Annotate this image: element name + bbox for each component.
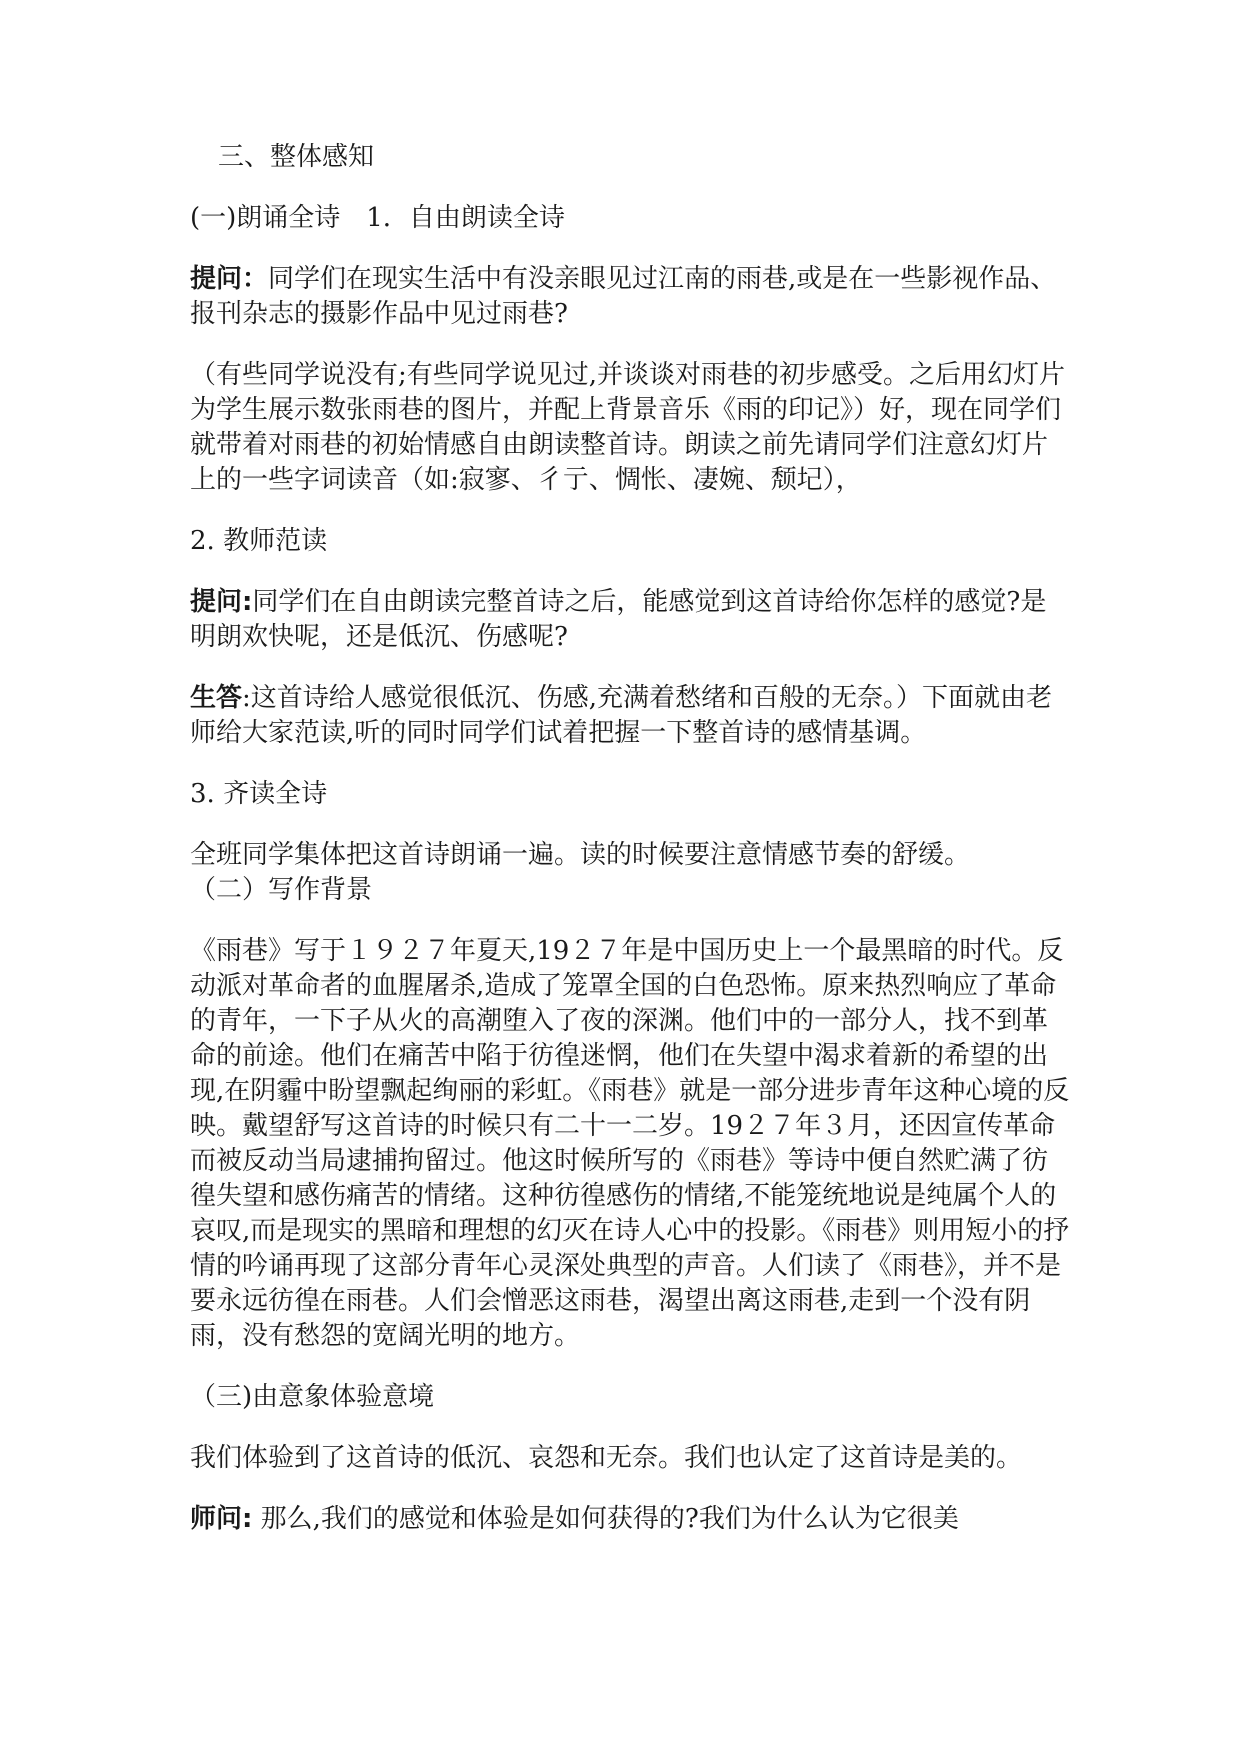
question-label: 师问: (190, 1504, 253, 1534)
background-paragraph: 《雨巷》写于１９２７年夏天,19２７年是中国历史上一个最黑暗的时代。反动派对革命者的血腥屠杀,造成了笼罩全国的白色恐怖。原来热烈响应了革命的青年，一下子从火的高潮堕入了夜的深渊。他们中的一部分人，找不到革命的前途。他们在痛苦中陷于彷徨迷惘，他们在失望中渴求着新的希望的出现,在阴霾中盼望飘起绚丽的彩虹。《雨巷》就是一部分进步青年这种心境的反映。戴望舒写这首诗的时候只有二十一二岁。19２７年３月，还因宣传革命而被反动当局逮捕拘留过。他这时候所写的《雨巷》等诗中便自然贮满了彷徨失望和感伤痛苦的情绪。这种彷徨感伤的情绪,不能笼统地说是纯属个人的哀叹,而是现实的黑暗和理想的幻灭在诗人心中的投影。《雨巷》则用短小的抒情的吟诵再现了这部分青年心灵深处典型的声音。人们读了《雨巷》，并不是要永远彷徨在雨巷。人们会憎恶这雨巷，渴望出离这雨巷,走到一个没有阴雨，没有愁怨的宽阔光明的地方。 (190, 936, 1070, 1351)
question-paragraph-3 (190, 1502, 1070, 1537)
teacher-note-paragraph: （有些同学说没有;有些同学说见过,并谈谈对雨巷的初步感受。之后用幻灯片为学生展示数张雨巷的图片，并配上背景音乐《雨的印记》）好，现在同学们就带着对雨巷的初始情感自由朗读整首诗。朗读之前先请同学们注意幻灯片上的一些字词读音（如:寂寥、彳亍、惆怅、凄婉、颓圮）， (190, 360, 1066, 495)
question-label: 提问: (190, 587, 253, 617)
group-reading-text: 全班同学集体把这首诗朗诵一遍。读的时候要注意情感节奏的舒缓。 (190, 840, 971, 870)
item-teacher-reading: 2. 教师范读 (190, 526, 328, 556)
question-paragraph-1 (190, 262, 1070, 332)
imagery-paragraph: 我们体验到了这首诗的低沉、哀怨和无奈。我们也认定了这首诗是美的。 (190, 1443, 1023, 1473)
question-label: 提问： (190, 264, 269, 294)
question-text: 同学们在现实生活中有没亲眼见过江南的雨巷,或是在一些影视作品、报刊杂志的摄影作品中见过雨巷? (190, 264, 1057, 329)
answer-text: :这首诗给人感觉很低沉、伤感,充满着愁绪和百般的无奈。）下面就由老师给大家范读,听的同时同学们试着把握一下整首诗的感情基调。 (190, 683, 1053, 748)
subsection-imagery: （三)由意象体验意境 (190, 1382, 435, 1412)
answer-label: 生答 (190, 683, 243, 713)
item-group-reading: 3. 齐读全诗 (190, 779, 328, 809)
question-paragraph-2 (190, 585, 1070, 655)
student-answer-paragraph (190, 681, 1070, 751)
document-page (190, 140, 1070, 1563)
subsection-background: （二）写作背景 (190, 875, 373, 905)
subsection-recitation: (一)朗诵全诗 1．自由朗读全诗 (190, 203, 565, 233)
question-text: 同学们在自由朗读完整首诗之后，能感觉到这首诗给你怎样的感觉?是明朗欢快呢，还是低沉、伤感呢? (190, 587, 1047, 652)
section-heading: 三、整体感知 (218, 142, 375, 172)
question-text: 那么,我们的感觉和体验是如何获得的?我们为什么认为它很美 (252, 1504, 959, 1534)
